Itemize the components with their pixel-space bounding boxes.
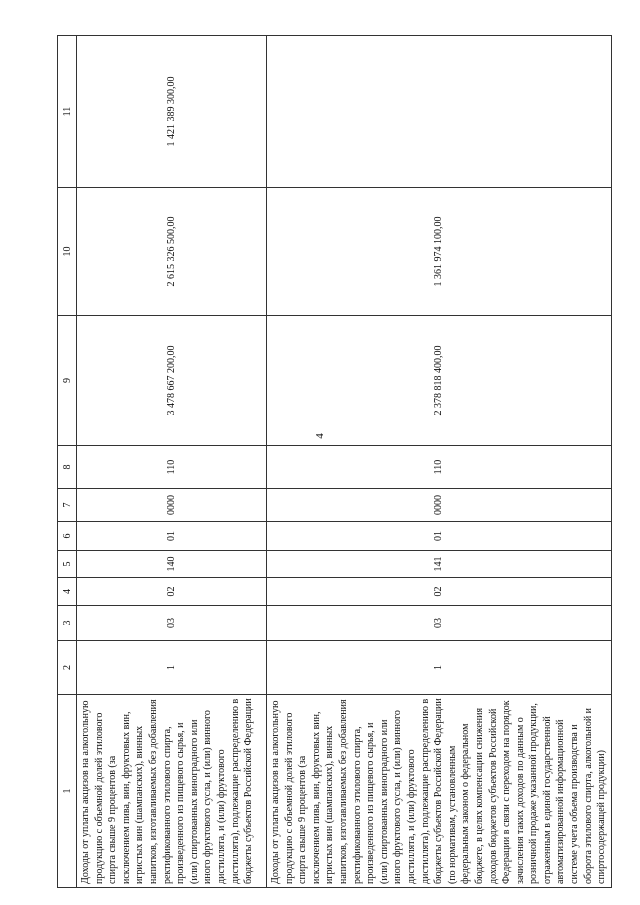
table-row	[77, 36, 267, 888]
cell-col-4: 02	[77, 578, 267, 606]
column-header: 8	[58, 446, 77, 489]
cell-col-10: 2 615 326 500,00	[77, 188, 267, 316]
cell-col-10: 1 361 974 100,00	[267, 188, 612, 316]
column-header: 1	[58, 695, 77, 888]
cell-col-3: 03	[77, 606, 267, 641]
column-header: 5	[58, 551, 77, 578]
column-header: 10	[58, 188, 77, 316]
column-header: 2	[58, 641, 77, 695]
cell-col-2: 1	[267, 641, 612, 695]
column-header: 9	[58, 316, 77, 446]
column-number-header-row	[58, 36, 77, 888]
cell-col-9: 2 378 818 400,00	[267, 316, 612, 446]
cell-col-6: 01	[267, 522, 612, 551]
cell-col-8: 110	[267, 446, 612, 489]
cell-col-7: 0000	[77, 489, 267, 522]
cell-col-2: 1	[77, 641, 267, 695]
row-description: Доходы от уплаты акцизов на алкогольную продукцию с объемной долей этилового спирта свыше 9 процентов (за исключением пива, вин, фруктовых вин, игристых вин (шампанских), винных напитков, изготавливаемых без добавления ректификованного этилового спирта, произведенного из пищевого сырья, и (или) спиртованных виноградного или иного фруктового сусла, и (или) винного дистиллята, и (или) фруктового дистиллята), подлежащие распределению в бюджеты субъектов Российской Федерации (по нормативам, установленным федеральным законом о федеральном бюджете, в целях компенсации снижения доходов бюджетов субъектов Российской Федерации в связи с переходом на порядок зачисления таких доходов по данным о розничной продаже указанной продукции, отраженным в единой государственной автоматизированной информационной системе учета объема производства и оборота этилового спирта, алкогольной и спиртосодержащей продукции)	[267, 695, 612, 888]
cell-col-11	[267, 36, 612, 188]
column-header: 4	[58, 578, 77, 606]
page-number: 4	[314, 433, 326, 439]
cell-col-5: 141	[267, 551, 612, 578]
column-header: 11	[58, 36, 77, 188]
column-header: 7	[58, 489, 77, 522]
budget-table-sheet	[57, 36, 608, 888]
table-row	[267, 36, 612, 888]
cell-col-9: 3 478 667 200,00	[77, 316, 267, 446]
cell-col-8: 110	[77, 446, 267, 489]
column-header: 6	[58, 522, 77, 551]
cell-col-4: 02	[267, 578, 612, 606]
column-header: 3	[58, 606, 77, 641]
budget-revenue-table	[57, 35, 612, 888]
cell-col-3: 03	[267, 606, 612, 641]
cell-col-5: 140	[77, 551, 267, 578]
cell-col-6: 01	[77, 522, 267, 551]
row-description: Доходы от уплаты акцизов на алкогольную продукцию с объемной долей этилового спирта свыше 9 процентов (за исключением пива, вин, фруктовых вин, игристых вин (шампанских), винных напитков, изготавливаемых без добавления ректификованного этилового спирта, произведенного из пищевого сырья, и (или) спиртованных виноградного или иного фруктового сусла, и (или) винного дистиллята, и (или) фруктового дистиллята), подлежащие распределению в бюджеты субъектов Российской Федерации	[77, 695, 267, 888]
cell-col-7: 0000	[267, 489, 612, 522]
cell-col-11: 1 421 389 300,00	[77, 36, 267, 188]
